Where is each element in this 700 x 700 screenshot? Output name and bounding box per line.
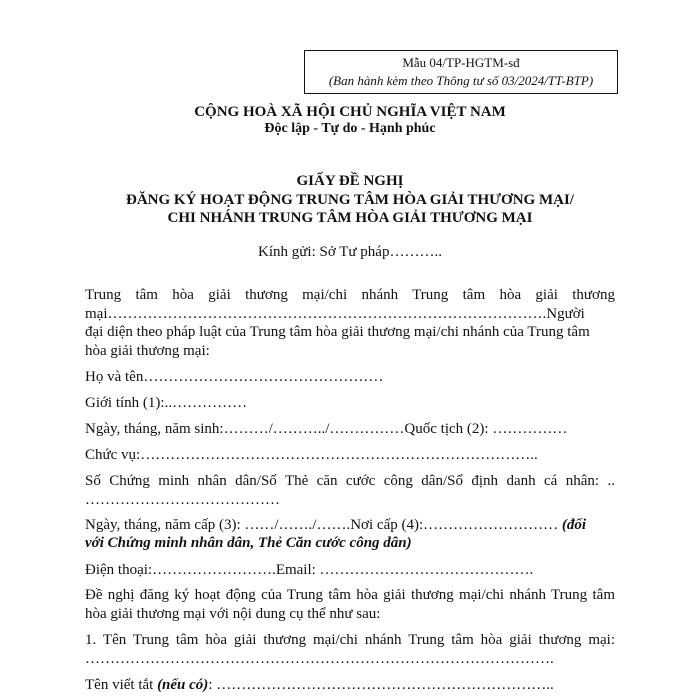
intro-line-3: đại diện theo pháp luật của Trung tâm hòa giải thương mại/chi nhánh của Trung tâm bbox=[85, 324, 590, 340]
document-title: GIẤY ĐỀ NGHỊ bbox=[296, 173, 404, 189]
form-code: Mẫu 04/TP-HGTM-sđ bbox=[402, 55, 520, 70]
request-line-1: Đề nghị đăng ký hoạt động của Trung tâm hòa giải thương mại/chi nhánh Trung tâm bbox=[85, 587, 615, 603]
intro-line-2: mại…………………………………………………………………………….Người bbox=[85, 306, 585, 322]
issue-date-place-text: Ngày, tháng, năm cấp (3): ……/……./…….Nơi cấp (4):……………………… bbox=[85, 517, 562, 533]
national-motto: Độc lập - Tự do - Hạnh phúc bbox=[264, 121, 436, 136]
intro-line-4: hòa giải thương mại: bbox=[85, 343, 210, 359]
intro-line-1: Trung tâm hòa giải thương mại/chi nhánh Trung tâm hòa giải thương bbox=[85, 287, 615, 303]
document-subtitle-line1: ĐĂNG KÝ HOẠT ĐỘNG TRUNG TÂM HÒA GIẢI THƯƠNG MẠI/ bbox=[126, 192, 574, 208]
gender-field: Giới tính (1):..…………… bbox=[85, 395, 248, 411]
item1-line-1: 1. Tên Trung tâm hòa giải thương mại/chi nhánh Trung tâm hòa giải thương mại: bbox=[85, 632, 615, 648]
short-name-note: (nếu có) bbox=[157, 677, 209, 693]
position-field: Chức vụ:…………………………………………………………………….. bbox=[85, 447, 538, 463]
item1-line-2: …………………………………………………………………………………. bbox=[85, 651, 554, 667]
document-subtitle-line2: CHI NHÁNH TRUNG TÂM HÒA GIẢI THƯƠNG MẠI bbox=[167, 210, 533, 226]
national-title: CỘNG HOÀ XÃ HỘI CHỦ NGHĨA VIỆT NAM bbox=[194, 104, 506, 120]
dob-nationality-field: Ngày, tháng, năm sinh:………/………../……………Quốc tịch (2): …………… bbox=[85, 421, 568, 437]
id-number-line-1: Số Chứng minh nhân dân/Số Thẻ căn cước công dân/Số định danh cá nhân: .. bbox=[85, 473, 615, 489]
full-name-field: Họ và tên………………………………………… bbox=[85, 369, 384, 385]
request-line-2: hòa giải thương mại với nội dung cụ thể như sau: bbox=[85, 606, 381, 622]
issue-note-part2: với Chứng minh nhân dân, Thẻ Căn cước công dân) bbox=[85, 535, 412, 551]
recipient-line: Kính gửi: Sở Tư pháp……….. bbox=[258, 244, 442, 260]
short-name-label: Tên viết tắt bbox=[85, 677, 158, 693]
id-number-line-2: ………………………………… bbox=[85, 492, 280, 508]
form-code-box bbox=[304, 50, 618, 94]
issue-note-part1: (đối bbox=[561, 517, 587, 533]
form-issued-with: (Ban hành kèm theo Thông tư số 03/2024/TT-BTP) bbox=[328, 73, 594, 88]
short-name-field bbox=[85, 675, 615, 695]
phone-email-field: Điện thoại:…………………….Email: ……………………………………. bbox=[85, 562, 534, 578]
short-name-dots: : ………………………………………………………….. bbox=[208, 677, 554, 693]
issue-date-place-field bbox=[85, 515, 615, 535]
